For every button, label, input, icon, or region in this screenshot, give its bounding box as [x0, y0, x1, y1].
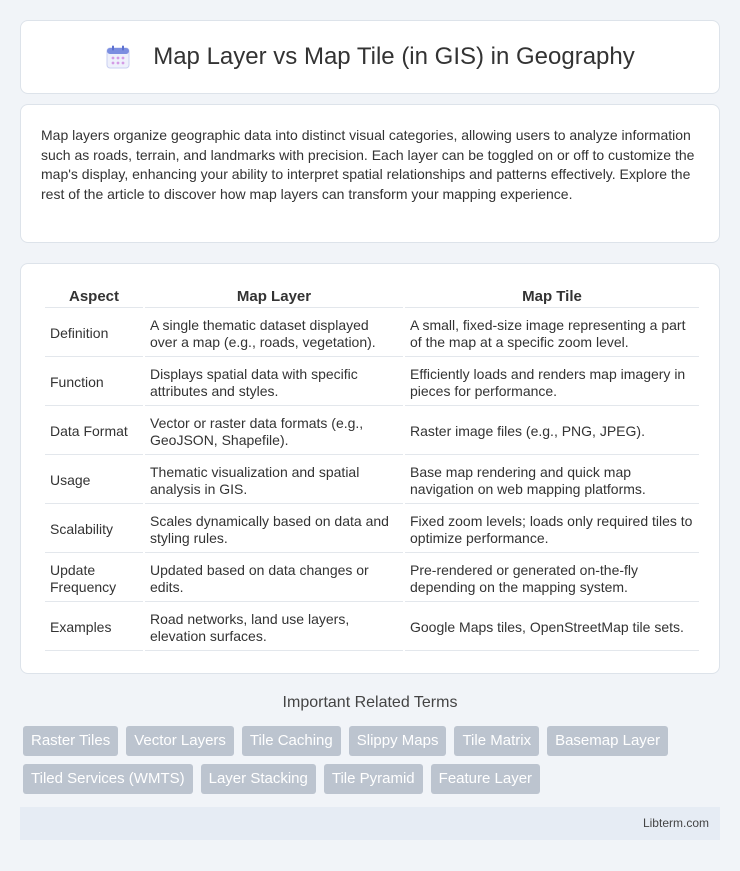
map-layer-cell: Thematic visualization and spatial analysis in GIS.: [145, 457, 403, 504]
tag-basemap-layer[interactable]: Basemap Layer: [547, 726, 668, 756]
comparison-table: [43, 284, 701, 653]
header-map-tile: Map Tile: [405, 286, 699, 308]
tag-vector-layers[interactable]: Vector Layers: [126, 726, 234, 756]
footer: [20, 807, 720, 840]
table-row: [45, 457, 699, 504]
related-terms-tags: [23, 726, 723, 794]
page-title: Map Layer vs Map Tile (in GIS) in Geography: [153, 43, 635, 70]
map-tile-cell: Fixed zoom levels; loads only required tiles to optimize performance.: [405, 506, 699, 553]
map-layer-cell: A single thematic dataset displayed over a map (e.g., roads, vegetation).: [145, 310, 403, 357]
table-row: [45, 408, 699, 455]
tag-tile-pyramid[interactable]: Tile Pyramid: [324, 764, 423, 794]
map-tile-cell: Raster image files (e.g., PNG, JPEG).: [405, 408, 699, 455]
calendar-icon: [105, 44, 131, 70]
map-tile-cell: Efficiently loads and renders map imagery in pieces for performance.: [405, 359, 699, 406]
map-layer-cell: Vector or raster data formats (e.g., GeoJSON, Shapefile).: [145, 408, 403, 455]
map-tile-cell: Base map rendering and quick map navigation on web mapping platforms.: [405, 457, 699, 504]
aspect-cell: Data Format: [45, 408, 143, 455]
map-layer-cell: Road networks, land use layers, elevation surfaces.: [145, 604, 403, 651]
aspect-cell: Update Frequency: [45, 555, 143, 602]
header-map-layer: Map Layer: [145, 286, 403, 308]
table-row: [45, 555, 699, 602]
map-layer-cell: Scales dynamically based on data and styling rules.: [145, 506, 403, 553]
table-header-row: [45, 286, 699, 308]
title-wrap: [105, 43, 635, 71]
tag-tile-caching[interactable]: Tile Caching: [242, 726, 341, 756]
tag-tile-matrix[interactable]: Tile Matrix: [454, 726, 539, 756]
comparison-table-card: [20, 263, 720, 674]
tag-feature-layer[interactable]: Feature Layer: [431, 764, 540, 794]
map-tile-cell: A small, fixed-size image representing a part of the map at a specific zoom level.: [405, 310, 699, 357]
table-row: [45, 506, 699, 553]
tag-tiled-services[interactable]: Tiled Services (WMTS): [23, 764, 193, 794]
intro-card: [20, 104, 720, 243]
table-row: [45, 604, 699, 651]
tag-raster-tiles[interactable]: Raster Tiles: [23, 726, 118, 756]
aspect-cell: Examples: [45, 604, 143, 651]
aspect-cell: Scalability: [45, 506, 143, 553]
map-tile-cell: Google Maps tiles, OpenStreetMap tile sets.: [405, 604, 699, 651]
map-tile-cell: Pre-rendered or generated on-the-fly depending on the mapping system.: [405, 555, 699, 602]
map-layer-cell: Displays spatial data with specific attributes and styles.: [145, 359, 403, 406]
header-card: [20, 20, 720, 94]
table-row: [45, 359, 699, 406]
footer-site-link[interactable]: Libterm.com: [642, 816, 709, 830]
aspect-cell: Function: [45, 359, 143, 406]
table-row: [45, 310, 699, 357]
aspect-cell: Definition: [45, 310, 143, 357]
map-layer-cell: Updated based on data changes or edits.: [145, 555, 403, 602]
header-aspect: Aspect: [45, 286, 143, 308]
related-terms-heading: Important Related Terms: [282, 694, 458, 711]
tag-layer-stacking[interactable]: Layer Stacking: [201, 764, 316, 794]
intro-paragraph: Map layers organize geographic data into distinct visual categories, allowing users to analyze information such as roads, terrain, and landmarks with precision. Each layer can be toggled on or off to customize the map's display, enhancing your ability to interpret spatial relationships and patterns effectively. Explore the rest of the article to discover how map layers can transform your mapping experience.: [41, 127, 695, 202]
tag-slippy-maps[interactable]: Slippy Maps: [349, 726, 447, 756]
aspect-cell: Usage: [45, 457, 143, 504]
